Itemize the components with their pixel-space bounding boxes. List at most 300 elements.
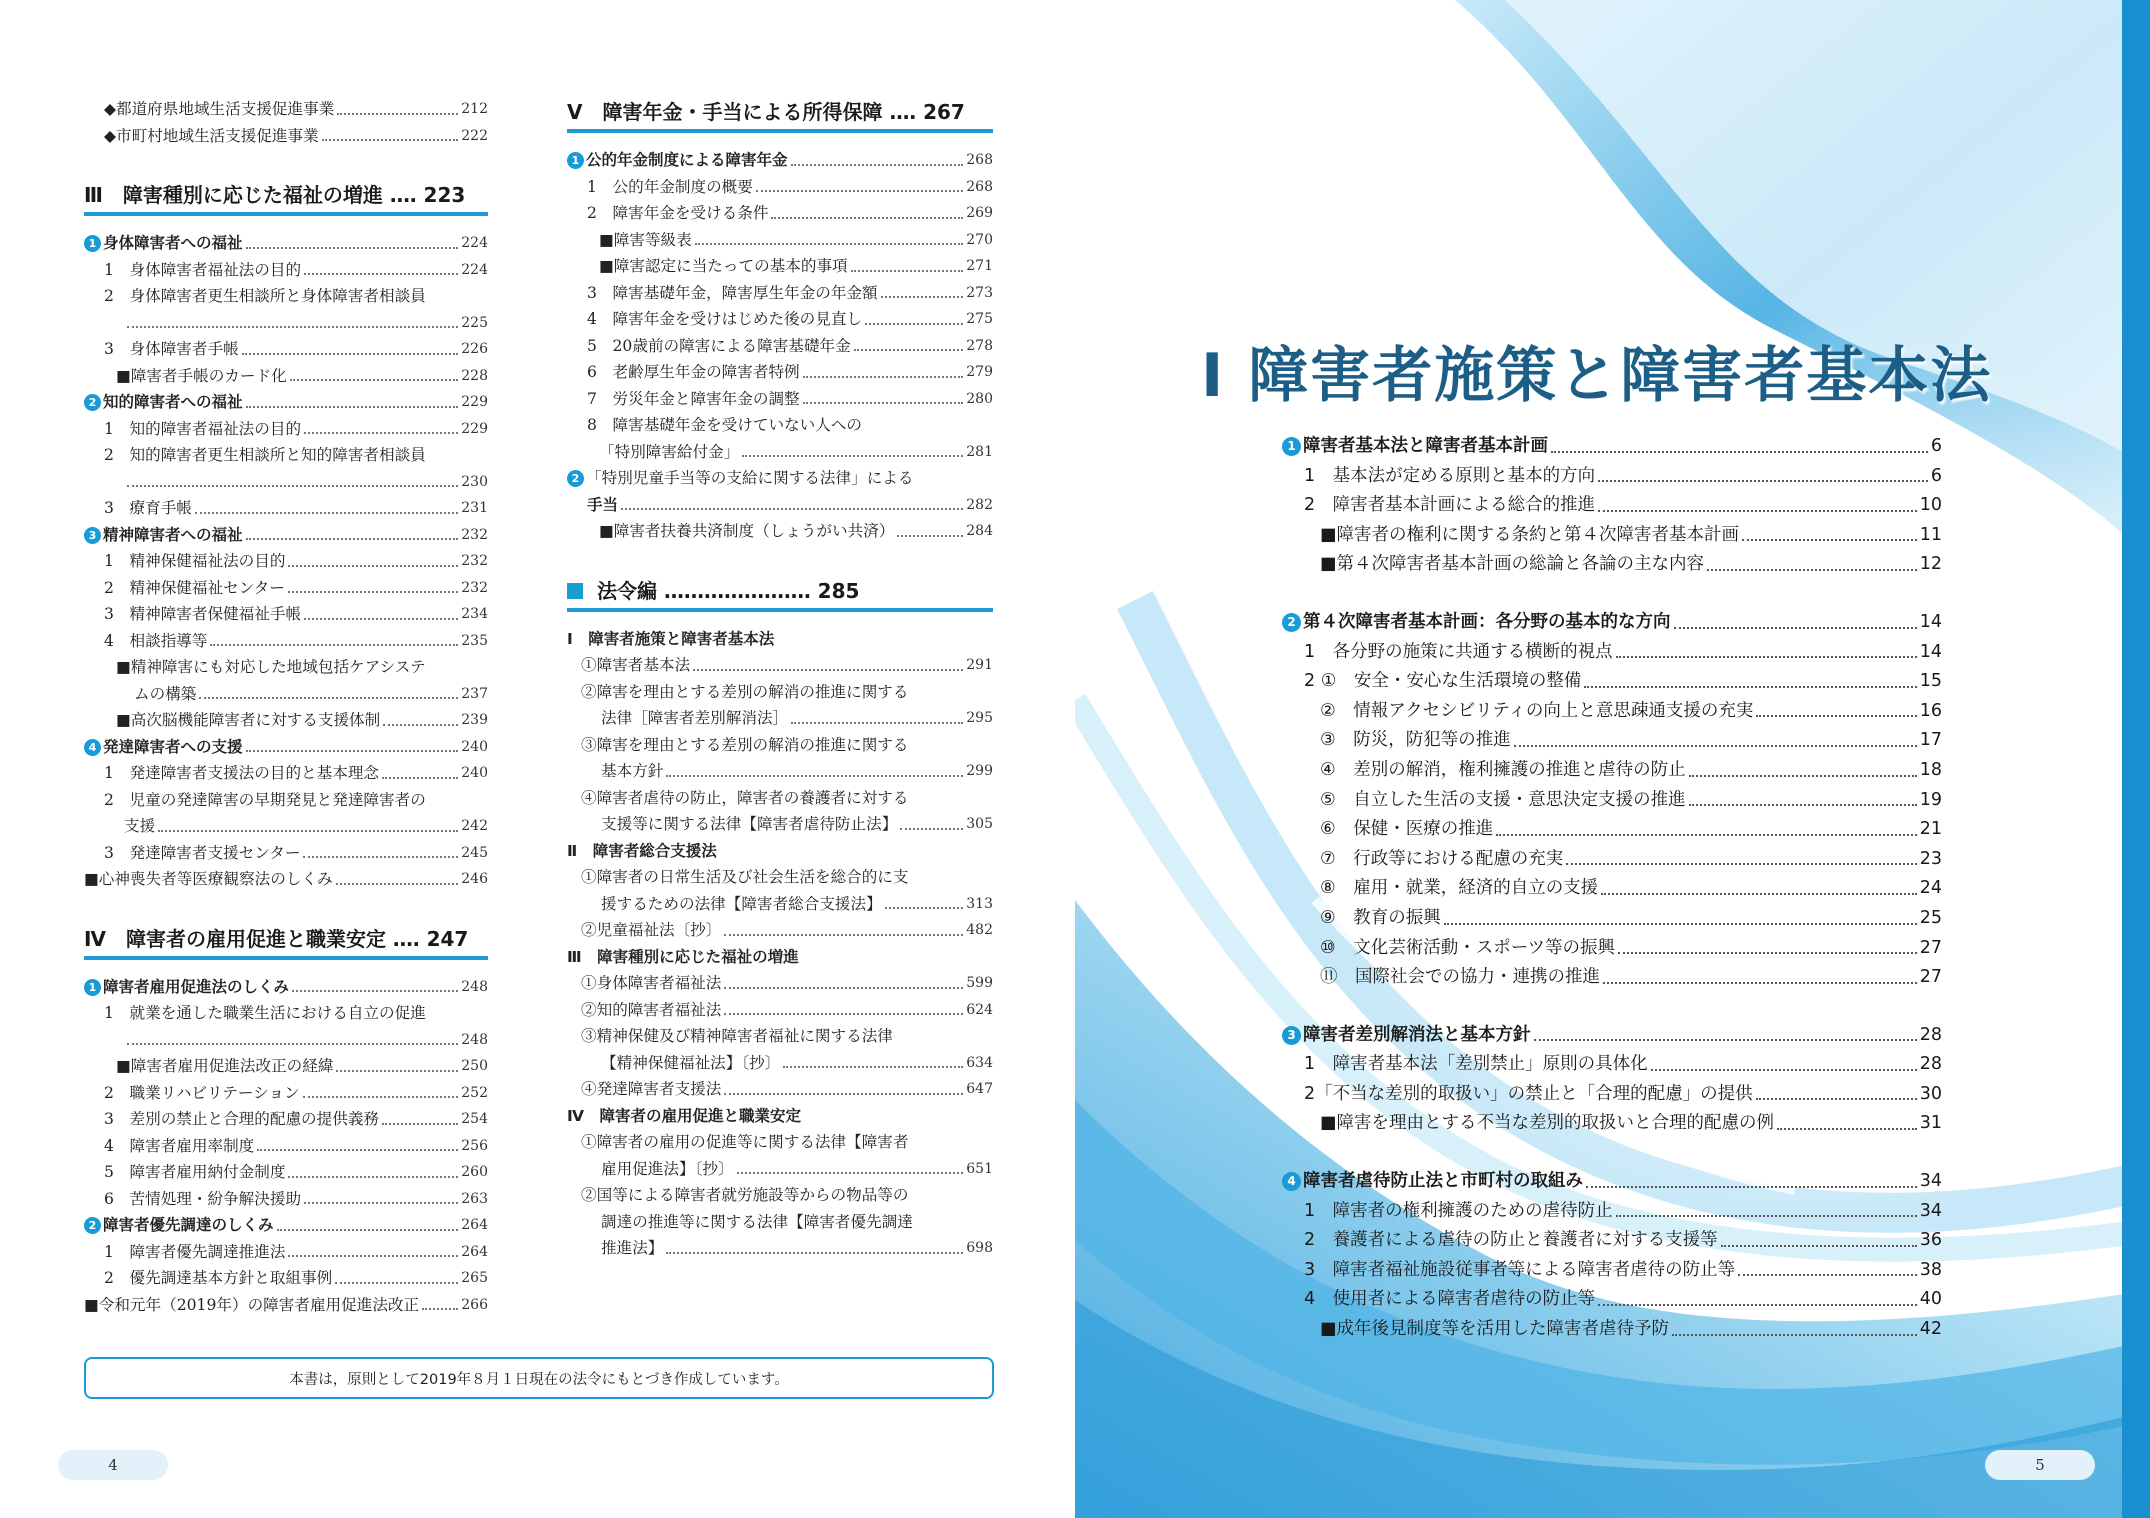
toc-entry[interactable] <box>567 1129 993 1156</box>
toc-entry[interactable] <box>567 1156 993 1183</box>
page-number: 27 <box>1919 967 1942 988</box>
leader-dots <box>724 934 963 936</box>
toc-entry-text <box>567 630 774 648</box>
number-circle-icon: 2 <box>84 1217 101 1234</box>
toc-heading[interactable] <box>1282 432 1942 462</box>
leader-dots <box>383 724 458 726</box>
toc-entry-text <box>116 363 287 390</box>
leader-dots <box>246 247 459 249</box>
page-number: 15 <box>1919 671 1942 692</box>
toc-entry-text <box>581 917 721 944</box>
leader-dots <box>897 535 963 537</box>
page-number: 248 <box>461 1031 488 1048</box>
toc-entry[interactable] <box>84 1239 488 1266</box>
leader-dots <box>288 565 458 567</box>
page-number: 242 <box>461 818 488 834</box>
toc-entry-text <box>601 811 897 838</box>
toc-entry[interactable] <box>84 1053 488 1080</box>
toc-entry-text <box>587 492 618 519</box>
toc-entry[interactable] <box>84 310 488 337</box>
toc-entry[interactable] <box>567 518 993 545</box>
toc-entry[interactable] <box>1282 1256 1942 1286</box>
toc-entry[interactable] <box>567 1076 993 1103</box>
toc-entry[interactable] <box>567 944 993 971</box>
toc-entry[interactable] <box>84 1292 488 1319</box>
toc-heading[interactable] <box>1282 1167 1942 1197</box>
entry-label: 雇用促進法】〔抄〕 <box>601 1159 734 1178</box>
leader-dots <box>666 775 963 777</box>
spacer <box>1282 580 1942 608</box>
toc-entry-text <box>84 522 243 549</box>
page-number: 234 <box>461 606 488 622</box>
entry-label: Ⅱ 障害者総合支援法 <box>567 841 717 860</box>
section-title-page: 267 <box>916 100 965 124</box>
toc-entry-text <box>1320 697 1753 727</box>
toc-entry[interactable] <box>84 681 488 708</box>
toc-entry[interactable] <box>567 1209 993 1236</box>
toc-entry-text <box>599 439 739 466</box>
toc-entry-text <box>104 548 285 575</box>
entry-label: 2 優先調達基本方針と取組事例 <box>104 1269 333 1287</box>
page-number: 11 <box>1919 524 1942 545</box>
toc-entry[interactable] <box>1282 1285 1942 1315</box>
entry-label: 1 障害者優先調達推進法 <box>104 1242 286 1261</box>
page-number: 230 <box>461 473 488 490</box>
page-number: 250 <box>461 1058 488 1074</box>
entry-label: ◆市町村地域生活支援促進事業 <box>104 126 319 145</box>
toc-entry[interactable] <box>567 917 993 944</box>
leader-dots <box>666 1252 963 1254</box>
page-number: 226 <box>461 341 488 357</box>
spacer <box>567 133 993 147</box>
leader-dots <box>246 538 459 540</box>
leader-dots <box>1756 715 1916 717</box>
leader-dots <box>322 139 459 141</box>
entry-label: 支援等に関する法律【障害者虐待防止法】 <box>601 815 898 833</box>
toc-entry[interactable] <box>1282 786 1942 816</box>
toc-entry[interactable] <box>567 465 993 492</box>
leader-dots <box>210 644 458 646</box>
toc-entry[interactable] <box>84 96 488 123</box>
toc-entry[interactable] <box>1282 667 1942 697</box>
toc-entry[interactable] <box>567 492 993 519</box>
entry-label: 「特別児童手当等の支給に関する法律」による <box>586 469 914 487</box>
entry-label: 3 療育手帳 <box>104 499 192 517</box>
toc-entry[interactable] <box>567 174 993 201</box>
toc-entry-text <box>1304 1285 1595 1315</box>
leader-dots <box>1584 686 1916 688</box>
leader-dots <box>900 828 963 830</box>
toc-entry[interactable] <box>84 840 488 867</box>
leader-dots <box>382 1123 458 1125</box>
page-number: 232 <box>461 579 488 596</box>
toc-entry-text <box>587 359 800 386</box>
page-number: 19 <box>1919 789 1942 810</box>
entry-label: 7 労災年金と障害年金の調整 <box>587 389 800 408</box>
toc-entry-text <box>581 1076 721 1103</box>
leader-dots <box>865 323 963 325</box>
toc-entry[interactable] <box>84 1080 488 1107</box>
toc-entry-text <box>1320 1315 1669 1345</box>
toc-entry[interactable] <box>1282 934 1942 964</box>
entry-label: 障害者基本法と障害者基本計画 <box>1303 436 1548 456</box>
entry-label: 2 ① 安全・安心な生活環境の整備 <box>1304 671 1582 692</box>
toc-entry[interactable] <box>1282 1050 1942 1080</box>
entry-label: 支援 <box>124 817 156 835</box>
entry-label: 1 知的障害者福祉法の目的 <box>104 419 302 438</box>
page-number: 266 <box>461 1296 488 1313</box>
toc-entry[interactable] <box>84 469 488 496</box>
toc-entry-text <box>104 96 334 123</box>
toc-entry[interactable] <box>84 548 488 575</box>
entry-label: 6 老齢厚生年金の障害者特例 <box>587 363 800 381</box>
toc-entry[interactable] <box>1282 491 1942 521</box>
entry-label: ■障害を理由とする不当な差別的取扱いと合理的配慮の例 <box>1320 1113 1775 1134</box>
toc-entry[interactable] <box>567 1023 993 1050</box>
toc-entry[interactable] <box>567 705 993 732</box>
toc-entry-text <box>567 1107 801 1125</box>
toc-heading[interactable] <box>567 147 993 174</box>
toc-entry[interactable] <box>1282 1197 1942 1227</box>
toc-entry-text <box>104 336 239 363</box>
toc-entry-text <box>104 601 301 628</box>
toc-entry-text <box>1304 1226 1718 1256</box>
toc-entry-text <box>104 575 285 602</box>
page-number: 225 <box>461 314 488 331</box>
entry-label: ⑤ 自立した生活の支援・意思決定支援の推進 <box>1320 789 1686 810</box>
entry-label: ③精神保健及び精神障害者福祉に関する法律 <box>581 1027 893 1045</box>
entry-label: ■障害等級表 <box>599 230 692 249</box>
toc-entry-text <box>587 306 862 333</box>
toc-entry[interactable] <box>1282 845 1942 875</box>
section-title <box>567 575 993 612</box>
page-number: 305 <box>966 816 993 832</box>
entry-label: ムの構築 <box>134 684 197 703</box>
number-circle-icon: 3 <box>84 527 101 544</box>
leader-dots <box>1689 804 1917 806</box>
number-circle-icon: 1 <box>84 235 101 252</box>
page-number: 265 <box>461 1270 488 1286</box>
entry-label: ■障害認定に当たっての基本的事項 <box>599 257 848 275</box>
toc-heading[interactable] <box>1282 608 1942 638</box>
toc-entry[interactable] <box>567 253 993 280</box>
page-number: 21 <box>1919 819 1942 840</box>
leader-dots <box>724 987 963 989</box>
page-number: 299 <box>966 763 993 779</box>
toc-entry[interactable] <box>84 495 488 522</box>
leader-dots <box>127 485 458 487</box>
toc-heading[interactable] <box>84 974 488 1001</box>
toc-entry-text <box>104 1004 426 1022</box>
toc-entry-text <box>1320 815 1493 845</box>
toc-entry[interactable] <box>567 652 993 679</box>
page-number: 235 <box>461 632 488 649</box>
toc-entry[interactable] <box>1282 904 1942 934</box>
entry-label: ③障害を理由とする差別の解消の推進に関する <box>581 735 909 754</box>
leader-dots <box>851 270 964 272</box>
entry-label: 2 養護者による虐待の防止と養護者に対する支援等 <box>1304 1230 1718 1251</box>
toc-entry[interactable] <box>84 654 488 681</box>
page-number: 10 <box>1919 495 1942 516</box>
entry-label: 公的年金制度による障害年金 <box>586 151 788 169</box>
entry-label: 3 発達障害者支援センター <box>104 843 301 862</box>
toc-entry-text <box>1304 1256 1735 1286</box>
toc-entry[interactable] <box>84 1106 488 1133</box>
toc-entry[interactable] <box>567 359 993 386</box>
toc-entry[interactable] <box>1282 726 1942 756</box>
toc-entry[interactable] <box>567 1050 993 1077</box>
toc-entry[interactable] <box>84 866 488 893</box>
toc-entry[interactable] <box>567 758 993 785</box>
toc-entry[interactable] <box>567 970 993 997</box>
entry-label: 5 障害者雇用納付金制度 <box>104 1163 286 1181</box>
toc-entry[interactable] <box>1282 963 1942 993</box>
leader-dots <box>288 591 458 593</box>
leader-dots <box>1756 1098 1917 1100</box>
page-number: 16 <box>1919 700 1942 721</box>
toc-entry[interactable] <box>84 416 488 443</box>
page-number: 651 <box>966 1160 993 1177</box>
number-circle-icon: 2 <box>84 394 101 411</box>
toc-entry-text <box>1320 786 1686 816</box>
toc-entry[interactable] <box>84 1186 488 1213</box>
toc-entry-text <box>1320 550 1704 580</box>
leader-dots <box>288 1255 458 1257</box>
toc-entry-text <box>1304 638 1613 668</box>
toc-entry-text <box>601 1156 734 1183</box>
entry-label: 障害者雇用促進法のしくみ <box>103 977 290 996</box>
entry-label: 2「不当な差別的取扱い」の禁止と「合理的配慮」の提供 <box>1304 1083 1753 1104</box>
entry-label: 3 精神障害者保健福祉手帳 <box>104 605 302 623</box>
toc-entry[interactable] <box>84 123 488 150</box>
toc-entry[interactable] <box>1282 1226 1942 1256</box>
leader-dots <box>1603 982 1917 984</box>
leader-dots <box>246 406 459 408</box>
entry-label: 調達の推進等に関する法律【障害者優先調達 <box>601 1212 913 1231</box>
entry-label: ■障害者扶養共済制度（しょうがい共済） <box>599 522 895 540</box>
toc-heading[interactable] <box>84 734 488 761</box>
toc-entry-text <box>1282 1167 1583 1197</box>
page-number: 28 <box>1919 1024 1942 1045</box>
page-number: 232 <box>461 526 488 543</box>
toc-entry[interactable] <box>84 707 488 734</box>
page-number: 264 <box>461 1217 488 1233</box>
toc-entry[interactable] <box>84 336 488 363</box>
entry-label: 援するための法律【障害者総合支援法】 <box>601 894 882 913</box>
toc-entry[interactable] <box>84 1159 488 1186</box>
toc-heading[interactable] <box>84 389 488 416</box>
leader-dots <box>1586 1186 1917 1188</box>
page-number: 634 <box>966 1054 993 1071</box>
toc-entry-text <box>1282 1021 1531 1051</box>
toc-entry-text <box>104 1186 301 1213</box>
toc-entry[interactable] <box>1282 1315 1942 1345</box>
toc-entry[interactable] <box>84 575 488 602</box>
page-number: 239 <box>461 712 488 728</box>
toc-entry[interactable] <box>84 1265 488 1292</box>
toc-column-2 <box>567 96 993 1262</box>
toc-heading[interactable] <box>84 522 488 549</box>
toc-entry[interactable] <box>84 1133 488 1160</box>
leader-dots <box>1601 893 1917 895</box>
page-number: 482 <box>966 922 993 938</box>
toc-heading[interactable] <box>84 1212 488 1239</box>
toc-entry-text <box>581 997 721 1024</box>
toc-entry-text <box>104 416 301 443</box>
toc-entry[interactable] <box>1282 462 1942 492</box>
toc-entry[interactable] <box>567 227 993 254</box>
leader-dots <box>803 402 964 404</box>
entry-label: 6 苦情処理・紛争解決援助 <box>104 1189 302 1208</box>
page-number: 282 <box>966 496 993 513</box>
toc-entry-text <box>84 866 333 893</box>
entry-label: 3 身体障害者手帳 <box>104 340 239 358</box>
entry-label: 3 障害者福祉施設従事者等による障害者虐待の防止等 <box>1304 1259 1736 1280</box>
leader-dots <box>303 1096 459 1098</box>
toc-entry-text <box>601 1050 780 1077</box>
leader-dots <box>791 164 964 166</box>
leader-dots <box>693 669 963 671</box>
toc-entry[interactable] <box>567 280 993 307</box>
toc-entry[interactable] <box>1282 874 1942 904</box>
number-circle-icon: 4 <box>1282 1172 1301 1191</box>
toc-entry-text <box>581 1133 908 1151</box>
toc-entry[interactable] <box>567 306 993 333</box>
toc-entry[interactable] <box>1282 1109 1942 1139</box>
page-number: 260 <box>461 1164 488 1180</box>
toc-entry-text <box>1320 963 1600 993</box>
number-circle-icon: 1 <box>1282 437 1301 456</box>
toc-entry-text <box>84 734 243 761</box>
toc-entry[interactable] <box>1282 550 1942 580</box>
toc-entry[interactable] <box>567 386 993 413</box>
toc-entry[interactable] <box>84 628 488 655</box>
leader-dots <box>1444 923 1917 925</box>
toc-entry[interactable] <box>567 412 993 439</box>
toc-entry[interactable] <box>84 442 488 469</box>
leader-dots <box>1777 1128 1917 1130</box>
toc-entry[interactable] <box>567 811 993 838</box>
toc-entry-text <box>84 1292 419 1319</box>
toc-heading[interactable] <box>84 230 488 257</box>
toc-entry-text <box>104 257 301 284</box>
toc-entry[interactable] <box>567 732 993 759</box>
toc-entry[interactable] <box>567 439 993 466</box>
page-number: 222 <box>461 127 488 144</box>
leader-dots <box>242 353 459 355</box>
toc-entry-text <box>116 658 426 676</box>
toc-entry[interactable] <box>567 1103 993 1130</box>
toc-entry[interactable] <box>567 679 993 706</box>
toc-entry[interactable] <box>84 601 488 628</box>
entry-label: ④発達障害者支援法 <box>581 1080 722 1098</box>
toc-entry-text <box>587 386 800 413</box>
toc-entry[interactable] <box>1282 815 1942 845</box>
spacer <box>84 893 488 923</box>
toc-entry[interactable] <box>567 997 993 1024</box>
toc-entry[interactable] <box>1282 756 1942 786</box>
toc-entry[interactable] <box>1282 521 1942 551</box>
toc-entry[interactable] <box>1282 1080 1942 1110</box>
page-number: 23 <box>1919 848 1942 869</box>
entry-label: 1 身体障害者福祉法の目的 <box>104 260 302 279</box>
toc-entry-text <box>587 200 768 227</box>
toc-entry[interactable] <box>84 363 488 390</box>
toc-entry[interactable] <box>567 626 993 653</box>
page-number: 232 <box>461 553 488 569</box>
toc-entry[interactable] <box>84 813 488 840</box>
toc-entry[interactable] <box>567 891 993 918</box>
entry-label: 法律［障害者差別解消法］ <box>601 709 789 727</box>
page-number: 270 <box>966 231 993 248</box>
page-number: 245 <box>461 844 488 861</box>
toc-entry[interactable] <box>567 1182 993 1209</box>
leader-dots <box>854 349 964 351</box>
entry-label: 4 障害年金を受けはじめた後の見直し <box>587 310 863 328</box>
page-number: 212 <box>461 101 488 117</box>
entry-label: ■精神障害にも対応した地域包括ケアシステ <box>116 658 426 676</box>
page-number: 224 <box>461 261 488 278</box>
toc-entry[interactable] <box>84 257 488 284</box>
toc-entry-text <box>104 760 379 787</box>
number-circle-icon: 1 <box>567 152 584 169</box>
toc-entry[interactable] <box>567 838 993 865</box>
toc-entry-text <box>581 1186 908 1204</box>
toc-entry[interactable] <box>84 283 488 310</box>
toc-entry[interactable] <box>567 1235 993 1262</box>
leader-dots <box>199 697 458 699</box>
page-number: 254 <box>461 1111 488 1127</box>
leader-dots <box>158 830 458 832</box>
toc-entry-text <box>601 891 882 918</box>
page-number: 278 <box>966 337 993 354</box>
date-note: 本書は，原則として2019年８月１日現在の法令にもとづき作成しています。 <box>84 1357 994 1399</box>
entry-label: ⑧ 雇用・就業，経済的自立の支援 <box>1320 878 1599 899</box>
entry-label: 発達障害者への支援 <box>103 737 243 756</box>
toc-entry[interactable] <box>84 1027 488 1054</box>
section-title-text: Ⅳ 障害者の雇用促進と職業安定 ‥‥ <box>84 926 420 951</box>
entry-label: ④障害者虐待の防止，障害者の養護者に対する <box>581 788 909 807</box>
toc-entry[interactable] <box>84 760 488 787</box>
leader-dots <box>1496 834 1917 836</box>
toc-entry[interactable] <box>1282 638 1942 668</box>
entry-label: 1 精神保健福祉法の目的 <box>104 552 286 570</box>
toc-entry[interactable] <box>567 785 993 812</box>
entry-label: 「特別障害給付金」 <box>599 442 740 461</box>
toc-entry-text <box>124 813 155 840</box>
entry-label: 1 各分野の施策に共通する横断的視点 <box>1304 641 1613 662</box>
toc-entry-text <box>104 1265 332 1292</box>
toc-entry-text <box>104 1080 300 1107</box>
toc-entry[interactable] <box>567 864 993 891</box>
leader-dots <box>288 1176 458 1178</box>
leader-dots <box>304 432 458 434</box>
toc-entry[interactable] <box>1282 697 1942 727</box>
toc-entry[interactable] <box>84 1000 488 1027</box>
entry-label: 知的障害者への福祉 <box>103 393 243 411</box>
toc-entry-text <box>116 1053 333 1080</box>
leader-dots <box>304 1202 458 1204</box>
toc-entry[interactable] <box>567 333 993 360</box>
page-number: 246 <box>461 871 488 887</box>
toc-entry[interactable] <box>84 787 488 814</box>
leader-dots <box>335 1282 458 1284</box>
leader-dots <box>382 777 458 779</box>
entry-label: ①身体障害者福祉法 <box>581 974 722 992</box>
toc-heading[interactable] <box>1282 1021 1942 1051</box>
toc-entry[interactable] <box>567 200 993 227</box>
leader-dots <box>724 1013 963 1015</box>
